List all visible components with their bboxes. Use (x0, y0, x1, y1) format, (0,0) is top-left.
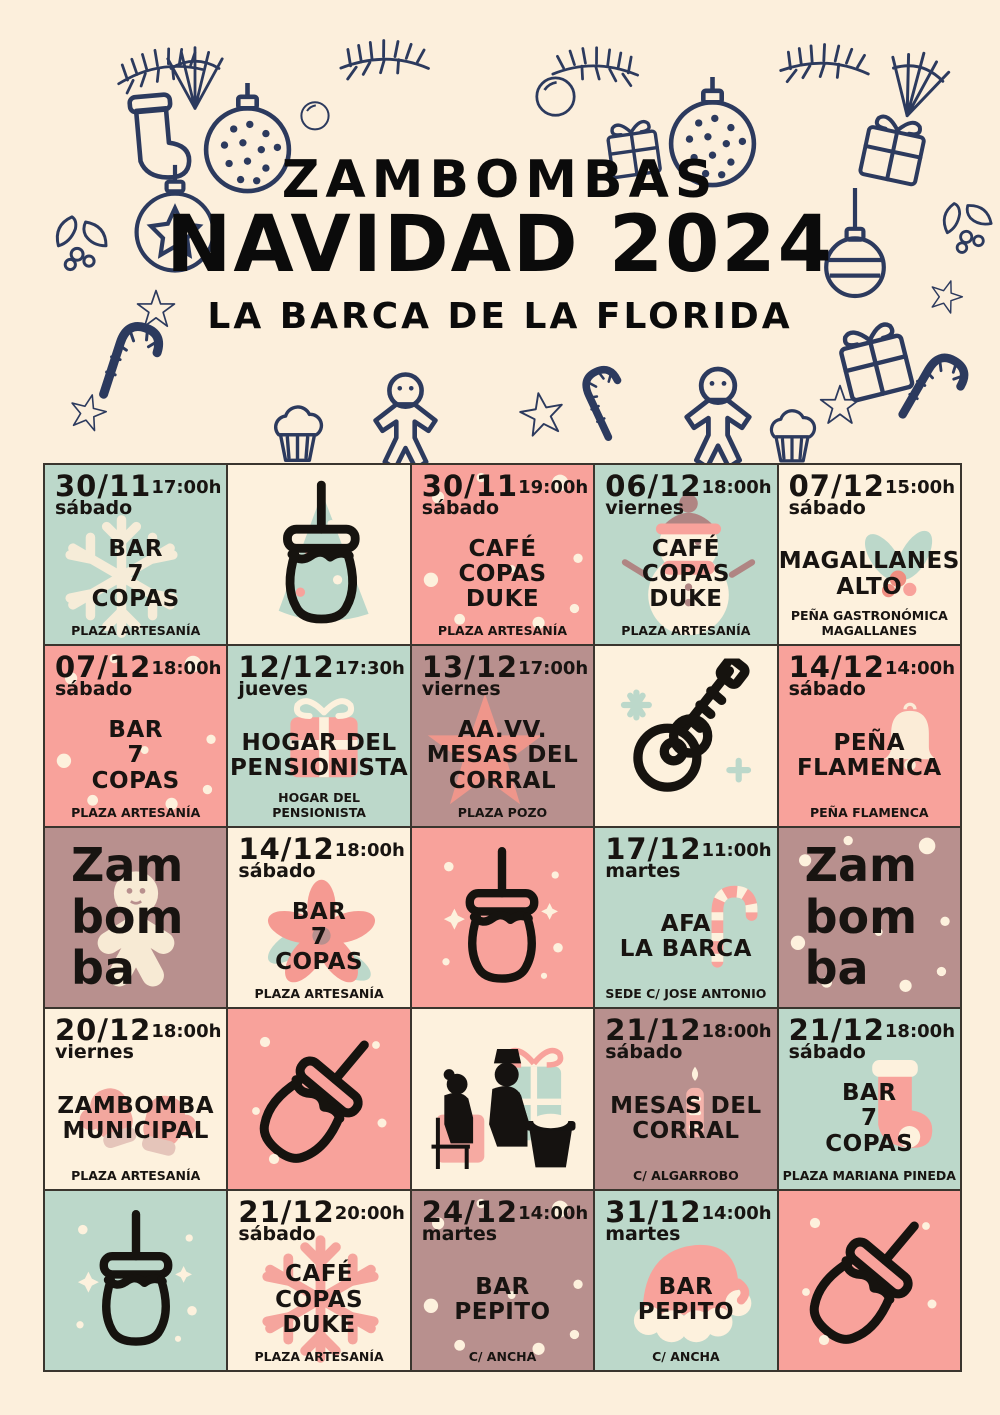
event-time: 15:00h (884, 477, 956, 498)
event-title-line: 7 (127, 561, 144, 588)
event-header (228, 828, 409, 864)
event-header (45, 465, 226, 501)
cupcake-icon (255, 383, 340, 473)
event-header (412, 1191, 593, 1227)
event-date: 20/12 (55, 1013, 152, 1048)
event-title (230, 731, 408, 796)
event-date: 21/12 (238, 1194, 335, 1229)
event-title-line: CORRAL (632, 1117, 740, 1144)
event-title-line: COPAS (91, 767, 180, 794)
event-day: viernes (55, 1041, 134, 1064)
calendar-cell (45, 1191, 226, 1370)
event-location-line: PLAZA ARTESANÍA (71, 804, 201, 820)
zambomba-wordmark (779, 840, 960, 995)
calendar-cell (45, 646, 226, 825)
zambomba-singers-icon (416, 1025, 591, 1185)
event-location (47, 1168, 224, 1183)
event-location (414, 805, 591, 820)
event-location-line: PEÑA GASTRONÓMICA (790, 608, 948, 624)
poster-header (0, 0, 1000, 460)
zambomba-word: Zam (71, 838, 184, 893)
event-location-line: C/ ANCHA (468, 1348, 537, 1364)
event-body (779, 828, 960, 1007)
event-title-line: ZAMBOMBA (57, 1092, 215, 1119)
event-location-line: SEDE C/ JOSE ANTONIO (605, 986, 767, 1002)
event-date: 31/12 (605, 1194, 702, 1229)
event-title-line: CORRAL (448, 767, 557, 794)
event-location (414, 623, 591, 638)
star-icon (514, 386, 570, 442)
event-date: 13/12 (421, 650, 519, 685)
event-header (45, 646, 226, 685)
zambomba-word: bom (71, 889, 184, 944)
event-title-line: LA BARCA (619, 936, 752, 963)
event-location-line: C/ ALGARROBO (633, 1167, 739, 1183)
event-title (825, 1081, 913, 1171)
event-title (92, 537, 180, 627)
calendar-cell (595, 828, 776, 1007)
event-header (595, 828, 776, 864)
calendar-cell (412, 828, 593, 1007)
event-day: jueves (238, 678, 308, 701)
guitar-icon (608, 654, 763, 819)
calendar-cell (779, 1191, 960, 1370)
event-title-line: HOGAR DEL (241, 729, 397, 756)
event-title-line: DUKE (649, 586, 723, 613)
event-title-line: BAR (658, 1273, 714, 1300)
event-location (47, 805, 224, 820)
event-day: martes (605, 859, 681, 882)
event-date: 24/12 (421, 1194, 519, 1229)
event-time: 19:00h (518, 477, 589, 498)
event-title-line: CAFÉ (468, 535, 537, 562)
event-title-line: COPAS (275, 1286, 364, 1313)
calendar-cell (45, 1009, 226, 1188)
star-icon (64, 388, 112, 436)
event-location-line: PLAZA ARTESANÍA (71, 1167, 201, 1183)
event-title-line: FLAMENCA (796, 755, 942, 782)
event-header (412, 646, 593, 685)
cupcake-icon (752, 388, 832, 473)
event-date: 14/12 (788, 650, 885, 685)
event-title (797, 731, 942, 796)
event-day: sábado (421, 497, 500, 519)
event-header (228, 1191, 409, 1227)
event-title-line: DUKE (282, 1311, 356, 1338)
event-date: 07/12 (788, 469, 885, 503)
event-title (779, 549, 960, 614)
event-title-line: BAR (475, 1273, 530, 1300)
event-title (454, 1275, 550, 1340)
event-location-line: PLAZA ARTESANÍA (71, 623, 201, 639)
event-title-line: ALTO (836, 573, 903, 600)
event-title-line: PEÑA (833, 729, 906, 756)
event-date: 17/12 (605, 831, 702, 866)
event-day: martes (421, 1222, 498, 1245)
cell-art (228, 1009, 409, 1188)
event-title-line: COPAS (825, 1130, 914, 1157)
event-title (275, 1262, 363, 1352)
event-header (412, 465, 593, 501)
event-time: 14:00h (884, 658, 956, 680)
calendar-cell (228, 465, 409, 644)
event-location (47, 623, 224, 638)
event-location-line: C/ ANCHA (652, 1348, 720, 1364)
event-header (595, 1009, 776, 1048)
event-location-line: PLAZA ARTESANÍA (437, 623, 568, 639)
event-location (230, 1349, 407, 1364)
event-location (597, 1349, 774, 1364)
event-location (597, 986, 774, 1001)
event-header (779, 465, 960, 501)
calendar-cell (412, 1191, 593, 1370)
zambomba-word: Zam (804, 838, 917, 893)
event-title (427, 718, 579, 808)
event-day: sábado (788, 497, 866, 519)
event-date: 07/12 (55, 650, 152, 685)
zambomba-word: bom (804, 889, 918, 944)
event-title-line: PEPITO (454, 1299, 551, 1326)
calendar-cell (45, 828, 226, 1007)
event-grid (43, 463, 962, 1372)
calendar-cell (412, 1009, 593, 1188)
event-date: 30/11 (421, 469, 519, 503)
calendar-cell (779, 646, 960, 825)
event-header (45, 1009, 226, 1048)
event-title-line: BAR (291, 898, 347, 925)
event-date: 14/12 (238, 831, 335, 866)
event-location-line: PLAZA ARTESANÍA (254, 986, 384, 1002)
zambomba-tree-icon (242, 472, 397, 637)
zambomba-tilted-icon (244, 1019, 394, 1179)
calendar-cell (779, 1009, 960, 1188)
event-day: sábado (605, 1041, 683, 1064)
event-day: martes (605, 1222, 681, 1245)
event-time: 18:00h (151, 1021, 222, 1043)
event-location (597, 1168, 774, 1183)
christmas-ball-icon (528, 68, 583, 123)
event-title-line: PENSIONISTA (230, 755, 409, 782)
event-location-line: MAGALLANES (821, 623, 918, 639)
event-time: 11:00h (701, 839, 772, 861)
event-title-line: MESAS DEL (610, 1092, 762, 1119)
event-header (595, 1191, 776, 1227)
event-title-line: MUNICIPAL (62, 1117, 209, 1144)
calendar-cell (228, 1009, 409, 1188)
event-day: sábado (788, 678, 866, 701)
event-time: 18:00h (701, 1021, 772, 1043)
event-title (92, 718, 180, 808)
poster-title-zambombas: ZAMBOMBAS (281, 150, 719, 210)
event-title-line: 7 (310, 923, 328, 950)
event-title (620, 912, 752, 977)
event-title-line: CAFÉ (285, 1261, 354, 1288)
event-title-line: PEPITO (637, 1299, 734, 1326)
event-title-line: DUKE (465, 586, 540, 613)
christmas-ball-icon (295, 95, 335, 135)
event-day: sábado (238, 1222, 316, 1245)
cell-art (412, 828, 593, 1007)
event-day: sábado (55, 678, 133, 701)
event-title-line: COPAS (458, 561, 547, 588)
event-title (638, 1275, 734, 1340)
event-day: sábado (55, 497, 133, 519)
calendar-cell (595, 465, 776, 644)
event-time: 14:00h (701, 1202, 772, 1224)
event-location (414, 1349, 591, 1364)
event-title-line: 7 (127, 742, 144, 769)
poster-subtitle-location: LA BARCA DE LA FLORIDA (207, 296, 793, 337)
event-time: 20:00h (334, 1202, 405, 1224)
event-location-line: PLAZA MARIANA PINEDA (782, 1167, 956, 1183)
zambomba-word: ba (804, 941, 869, 996)
event-time: 18:00h (334, 839, 405, 861)
event-title-line: CAFÉ (651, 535, 720, 562)
event-day: viernes (421, 678, 501, 701)
event-title-line: COPAS (275, 949, 364, 976)
calendar-cell (228, 1191, 409, 1370)
event-title (458, 537, 546, 627)
calendar-cell (779, 465, 960, 644)
event-title-line: AFA (660, 911, 711, 938)
event-title-line: MAGALLANES (778, 548, 960, 575)
event-location (230, 986, 407, 1001)
event-location (781, 608, 958, 638)
calendar-cell (45, 465, 226, 644)
event-location-line: PLAZA POZO (457, 804, 548, 820)
event-location-line: PLAZA ARTESANÍA (621, 623, 751, 639)
event-date: 21/12 (788, 1013, 885, 1048)
zambomba-tilted-icon (794, 1200, 944, 1360)
event-date: 06/12 (605, 469, 702, 503)
event-title-line: COPAS (91, 586, 180, 613)
cell-art (779, 1191, 960, 1370)
calendar-cell (595, 1191, 776, 1370)
event-location-line: HOGAR DEL PENSIONISTA (272, 789, 366, 820)
event-time: 17:00h (518, 658, 589, 680)
event-time: 18:00h (701, 477, 772, 498)
event-date: 12/12 (238, 650, 335, 685)
event-header (779, 646, 960, 685)
event-title (610, 1094, 762, 1159)
event-date: 21/12 (605, 1013, 702, 1048)
event-day: sábado (238, 859, 316, 882)
zambomba-word: ba (71, 941, 135, 996)
event-location (597, 623, 774, 638)
event-time: 18:00h (884, 1021, 956, 1043)
event-time: 14:00h (518, 1202, 589, 1224)
event-title (642, 537, 730, 627)
event-day: sábado (788, 1041, 866, 1064)
calendar-cell (412, 465, 593, 644)
calendar-cell (228, 828, 409, 1007)
event-title-line: BAR (108, 717, 163, 744)
event-title-line: 7 (861, 1105, 878, 1132)
cell-art (595, 646, 776, 825)
cell-art (412, 1009, 593, 1188)
event-header (595, 465, 776, 501)
event-body (45, 828, 226, 1007)
event-time: 17:30h (334, 658, 405, 680)
event-title-line: BAR (108, 535, 163, 562)
calendar-cell (595, 646, 776, 825)
event-location (230, 790, 407, 820)
paper-fan-icon (150, 38, 240, 118)
calendar-cell (779, 828, 960, 1007)
event-header (228, 646, 409, 685)
event-header (779, 1009, 960, 1048)
event-location-line: PLAZA ARTESANÍA (254, 1348, 384, 1364)
calendar-cell (228, 646, 409, 825)
event-title (275, 900, 363, 990)
event-title-line: BAR (842, 1079, 897, 1106)
event-day: viernes (605, 497, 685, 519)
calendar-cell (595, 1009, 776, 1188)
cell-art (45, 1191, 226, 1370)
event-location (781, 805, 958, 820)
event-title-line: AA.VV. (457, 717, 548, 744)
cell-art (228, 465, 409, 644)
zambomba-wordmark (45, 840, 226, 995)
event-location (781, 1168, 958, 1183)
event-date: 30/11 (55, 469, 152, 503)
event-title (57, 1094, 214, 1159)
zambomba-icon (66, 1200, 206, 1360)
event-title-line: COPAS (641, 561, 730, 588)
event-title-line: MESAS DEL (426, 742, 579, 769)
poster-title-navidad: NAVIDAD 2024 (166, 200, 834, 290)
event-location-line: PEÑA FLAMENCA (809, 804, 929, 820)
event-time: 17:00h (151, 477, 222, 498)
calendar-cell (412, 646, 593, 825)
event-time: 18:00h (151, 658, 222, 680)
zambomba-icon (432, 837, 572, 997)
